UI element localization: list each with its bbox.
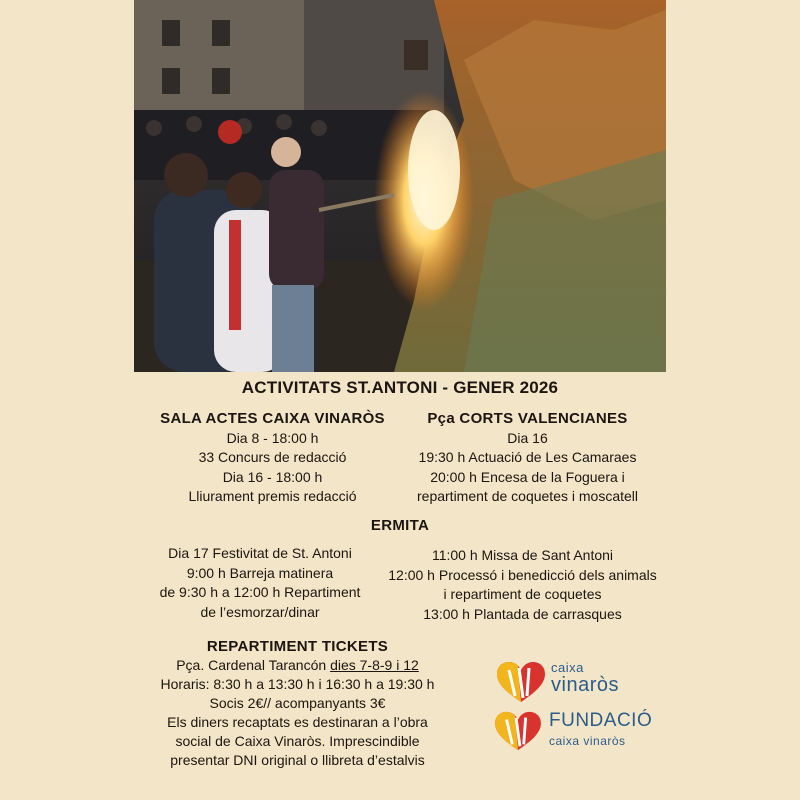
sala-line: Dia 8 - 18:00 h bbox=[226, 429, 319, 446]
corts-line: 20:00 h Encesa de la Foguera i bbox=[430, 468, 625, 485]
ermita-heading: ERMITA bbox=[370, 517, 430, 534]
tickets-place-line bbox=[140, 656, 455, 675]
fundacio-logo bbox=[493, 708, 653, 756]
ermita-right-section bbox=[375, 546, 670, 624]
fundacio-label: FUNDACIÓ bbox=[549, 710, 653, 731]
sala-line: Dia 16 - 18:00 h bbox=[222, 468, 323, 485]
tickets-section bbox=[140, 637, 455, 770]
tickets-line: Els diners recaptats es destinaran a l’obra bbox=[167, 714, 428, 730]
ermita-left-section bbox=[140, 544, 380, 622]
heart-logo-icon bbox=[495, 660, 547, 704]
tickets-days: dies 7-8-9 i 12 bbox=[330, 657, 419, 673]
ermita-left-line: Dia 17 Festivitat de St. Antoni bbox=[168, 545, 352, 561]
corts-heading: Pça CORTS VALENCIANES bbox=[427, 410, 628, 427]
tickets-line: Horaris: 8:30 h a 13:30 h i 16:30 h a 19:30 h bbox=[160, 676, 435, 692]
ermita-left-line: de 9:30 h a 12:00 h Repartiment bbox=[159, 584, 361, 600]
tickets-heading: REPARTIMENT TICKETS bbox=[206, 638, 389, 655]
bonfire-illustration bbox=[134, 0, 666, 372]
tickets-place: Pça. Cardenal Tarancón bbox=[176, 657, 331, 673]
caixa-vinaros-logo bbox=[495, 658, 655, 706]
ermita-right-line: i repartiment de coquetes bbox=[443, 586, 602, 602]
corts-section bbox=[395, 409, 660, 507]
bonfire-photo bbox=[134, 0, 666, 372]
ermita-right-line: 13:00 h Plantada de carrasques bbox=[423, 605, 622, 622]
ermita-left-line: 9:00 h Barreja matinera bbox=[186, 564, 334, 581]
page-title: ACTIVITATS ST.ANTONI - GENER 2026 bbox=[241, 378, 559, 397]
ermita-right-line: 11:00 h Missa de Sant Antoni bbox=[431, 547, 614, 563]
sala-actes-section bbox=[150, 409, 395, 507]
corts-line: 19:30 h Actuació de Les Camaraes bbox=[418, 449, 637, 465]
corts-line: Dia 16 bbox=[507, 429, 548, 446]
ermita-right-line: 12:00 h Processó i benedicció dels animals bbox=[388, 566, 657, 583]
ermita-left-line: de l’esmorzar/dinar bbox=[200, 603, 320, 620]
caixa-label: caixa bbox=[551, 660, 584, 675]
tickets-line: presentar DNI original o llibreta d’estalvis bbox=[170, 752, 425, 768]
sala-heading: SALA ACTES CAIXA VINARÒS bbox=[160, 410, 385, 427]
heart-logo-icon bbox=[493, 710, 543, 752]
vinaros-label: vinaròs bbox=[551, 674, 619, 696]
corts-line: repartiment de coquetes i moscatell bbox=[417, 488, 638, 504]
sala-line: 33 Concurs de redacció bbox=[198, 449, 347, 465]
tickets-line: Socis 2€// acompanyants 3€ bbox=[209, 695, 386, 711]
sala-line: Lliurament premis redacció bbox=[188, 488, 357, 504]
tickets-line: social de Caixa Vinaròs. Imprescindible bbox=[175, 733, 420, 749]
fundacio-sub-label: caixa vinaròs bbox=[549, 734, 626, 748]
